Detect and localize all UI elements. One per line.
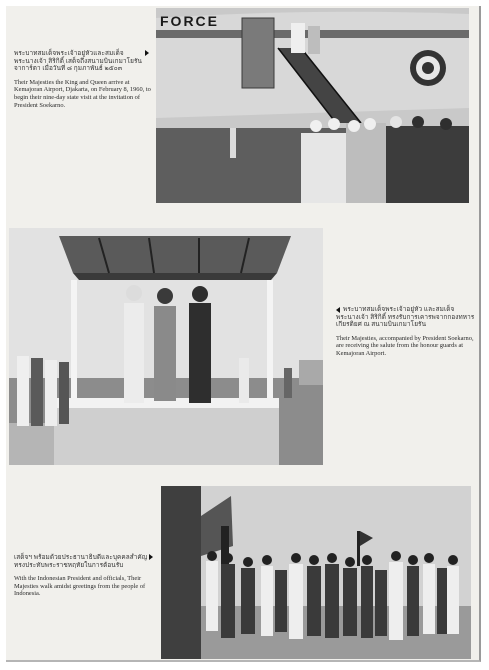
caption-top-english: Their Majesties the King and Queen arrive at Kemajoran Airport, Djakarta, on February 8, 1960, to begin their nine-day state visit at the invitation of President Soekarno. bbox=[14, 78, 151, 109]
caption-middle bbox=[336, 306, 476, 358]
caption-middle-thai: พระบาทสมเด็จพระเจ้าอยู่หัว และสมเด็จพระนางเจ้า สิริกิติ์ ทรงรับการเคารพจากกองทหารเกียรติยศ ณ สนามบินเกมาโยรัน bbox=[336, 306, 475, 329]
document-page bbox=[6, 6, 481, 662]
caption-top-thai: พระบาทสมเด็จพระเจ้าอยู่หัวและสมเด็จพระนางเจ้า สิริกิติ์ เสด็จถึงสนามบินเกมาโยรัน จาการ์ตา เมื่อวันที่ ๘ กุมภาพันธ์ ๒๕๐๓ bbox=[14, 50, 152, 73]
caption-top bbox=[14, 50, 152, 109]
caption-bottom-thai: เสด็จฯ พร้อมด้วยประธานาธิบดีและบุคคลสำคัญ ทรงประทับพระราชหฤทัยในการต้อนรับ bbox=[14, 554, 156, 569]
plane-fuselage-text: FORCE bbox=[160, 13, 219, 29]
honour-guard-image bbox=[9, 228, 323, 465]
crowd-greeting-image bbox=[161, 486, 471, 659]
airplane-arrival-image bbox=[156, 8, 469, 203]
photo-crowd-greeting bbox=[161, 486, 471, 659]
caption-bottom bbox=[14, 554, 156, 598]
pointer-right-icon bbox=[145, 50, 149, 56]
photo-honour-guard bbox=[9, 228, 323, 465]
pointer-right-icon bbox=[149, 554, 153, 560]
pointer-left-icon bbox=[336, 307, 340, 313]
caption-middle-english: Their Majesties, accompanied by President Soekarno, are receiving the salute from the honour guards at Kemajoran Airport. bbox=[336, 334, 474, 357]
caption-bottom-english: With the Indonesian President and officials, Their Majesties walk amidst greetings from the people of Indonesia. bbox=[14, 575, 146, 598]
photo-airplane-arrival bbox=[156, 8, 469, 203]
